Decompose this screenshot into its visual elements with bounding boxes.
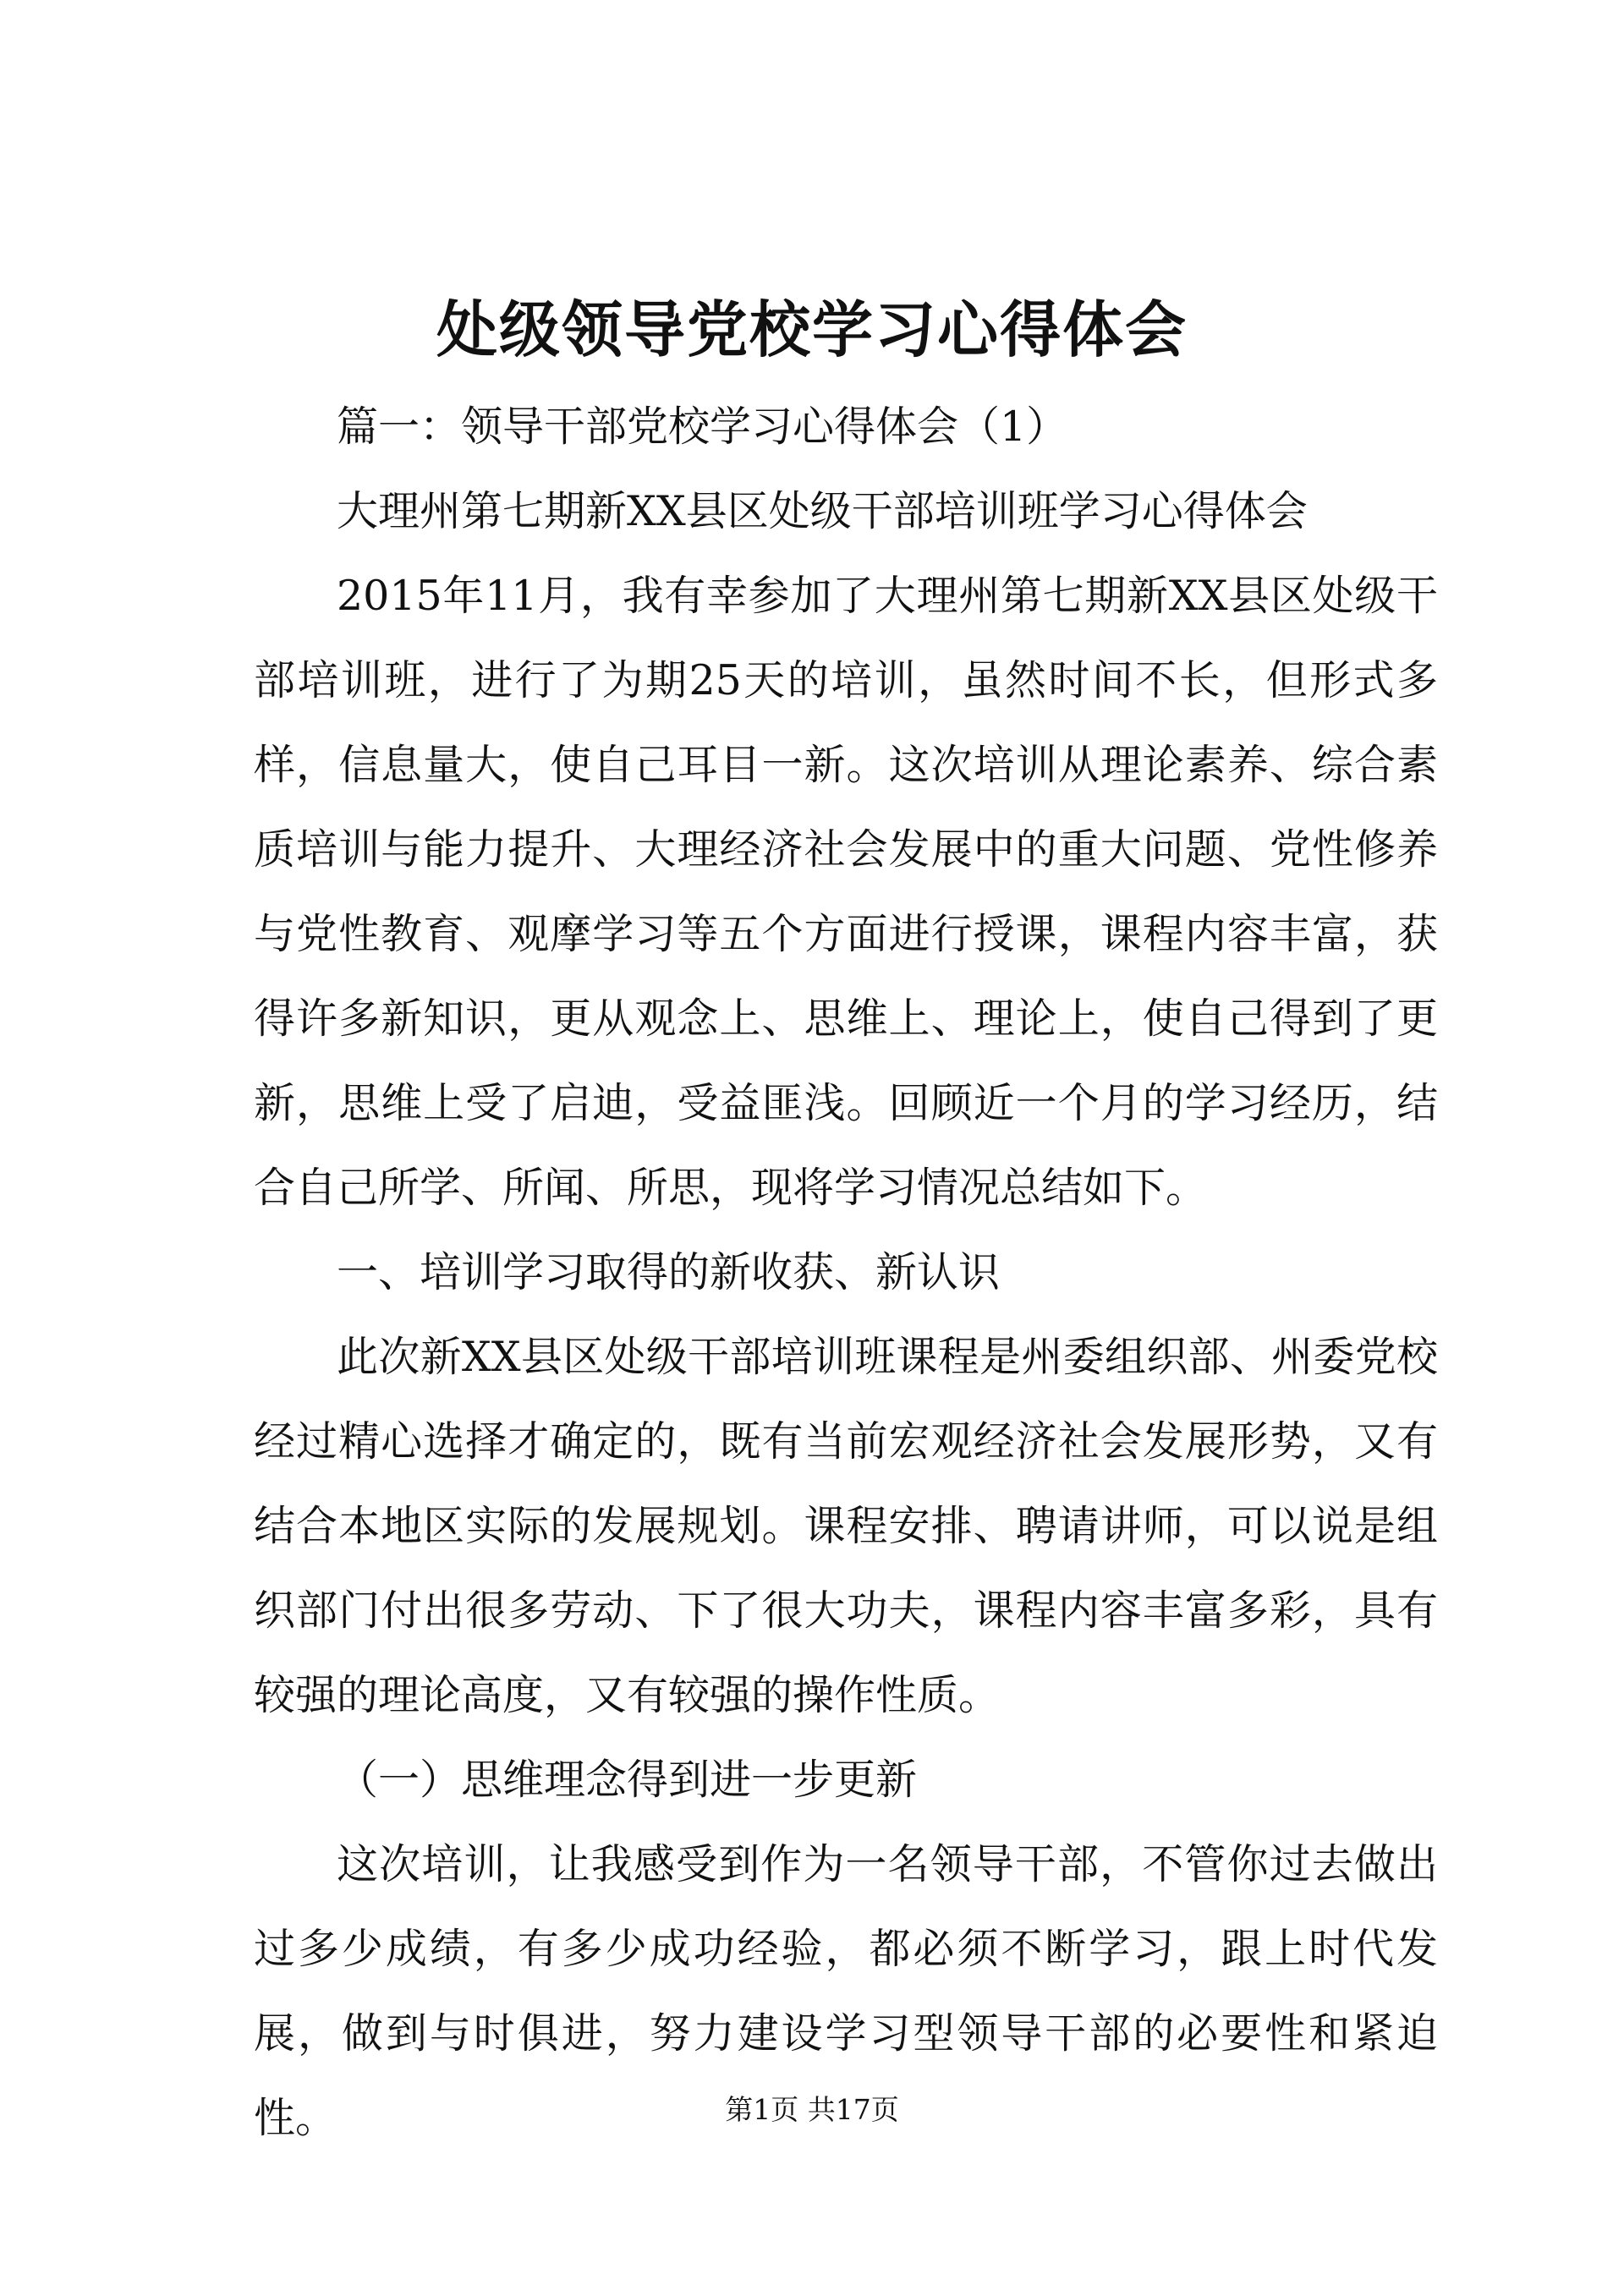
body-paragraph-course: 此次新XX县区处级干部培训班课程是州委组织部、州委党校经过精心选择才确定的，既有当前宏观经济社会发展形势，又有结合本地区实际的发展规划。课程安排、聘请讲师，可以说是组织部门付出很多劳动、下了很大功夫，课程内容丰富多彩，具有较强的理论高度，又有较强的操作性质。 — [254, 1333, 1438, 1719]
section-heading-1: 一、培训学习取得的新收获、新认识 — [337, 1248, 1001, 1296]
heading-part-one: 篇一：领导干部党校学习心得体会（1） — [337, 403, 1068, 451]
body-paragraph-thinking: 这次培训，让我感受到作为一名领导干部，不管你过去做出过多少成绩，有多少成功经验，都必须不断学习，跟上时代发展，做到与时俱进，努力建设学习型领导干部的必要性和紧迫性。 — [254, 1840, 1438, 2142]
subheading-class-title: 大理州第七期新XX县区处级干部培训班学习心得体会 — [337, 487, 1308, 535]
page-number-footer: 第1页 共17页 — [725, 2093, 899, 2126]
document-title: 处级领导党校学习心得体会 — [436, 293, 1188, 365]
document-body — [254, 385, 1438, 2161]
body-paragraph-intro: 2015年11月，我有幸参加了大理州第七期新XX县区处级干部培训班，进行了为期25天的培训，虽然时间不长，但形式多样，信息量大，使自己耳目一新。这次培训从理论素养、综合素质培训与能力提升、大理经济社会发展中的重大问题、党性修养与党性教育、观摩学习等五个方面进行授课，课程内容丰富，获得许多新知识，更从观念上、思维上、理论上，使自己得到了更新，思维上受了启迪，受益匪浅。回顾近一个月的学习经历，结合自己所学、所闻、所思，现将学习情况总结如下。 — [254, 572, 1438, 1212]
subsection-heading-1: （一）思维理念得到进一步更新 — [337, 1756, 918, 1804]
